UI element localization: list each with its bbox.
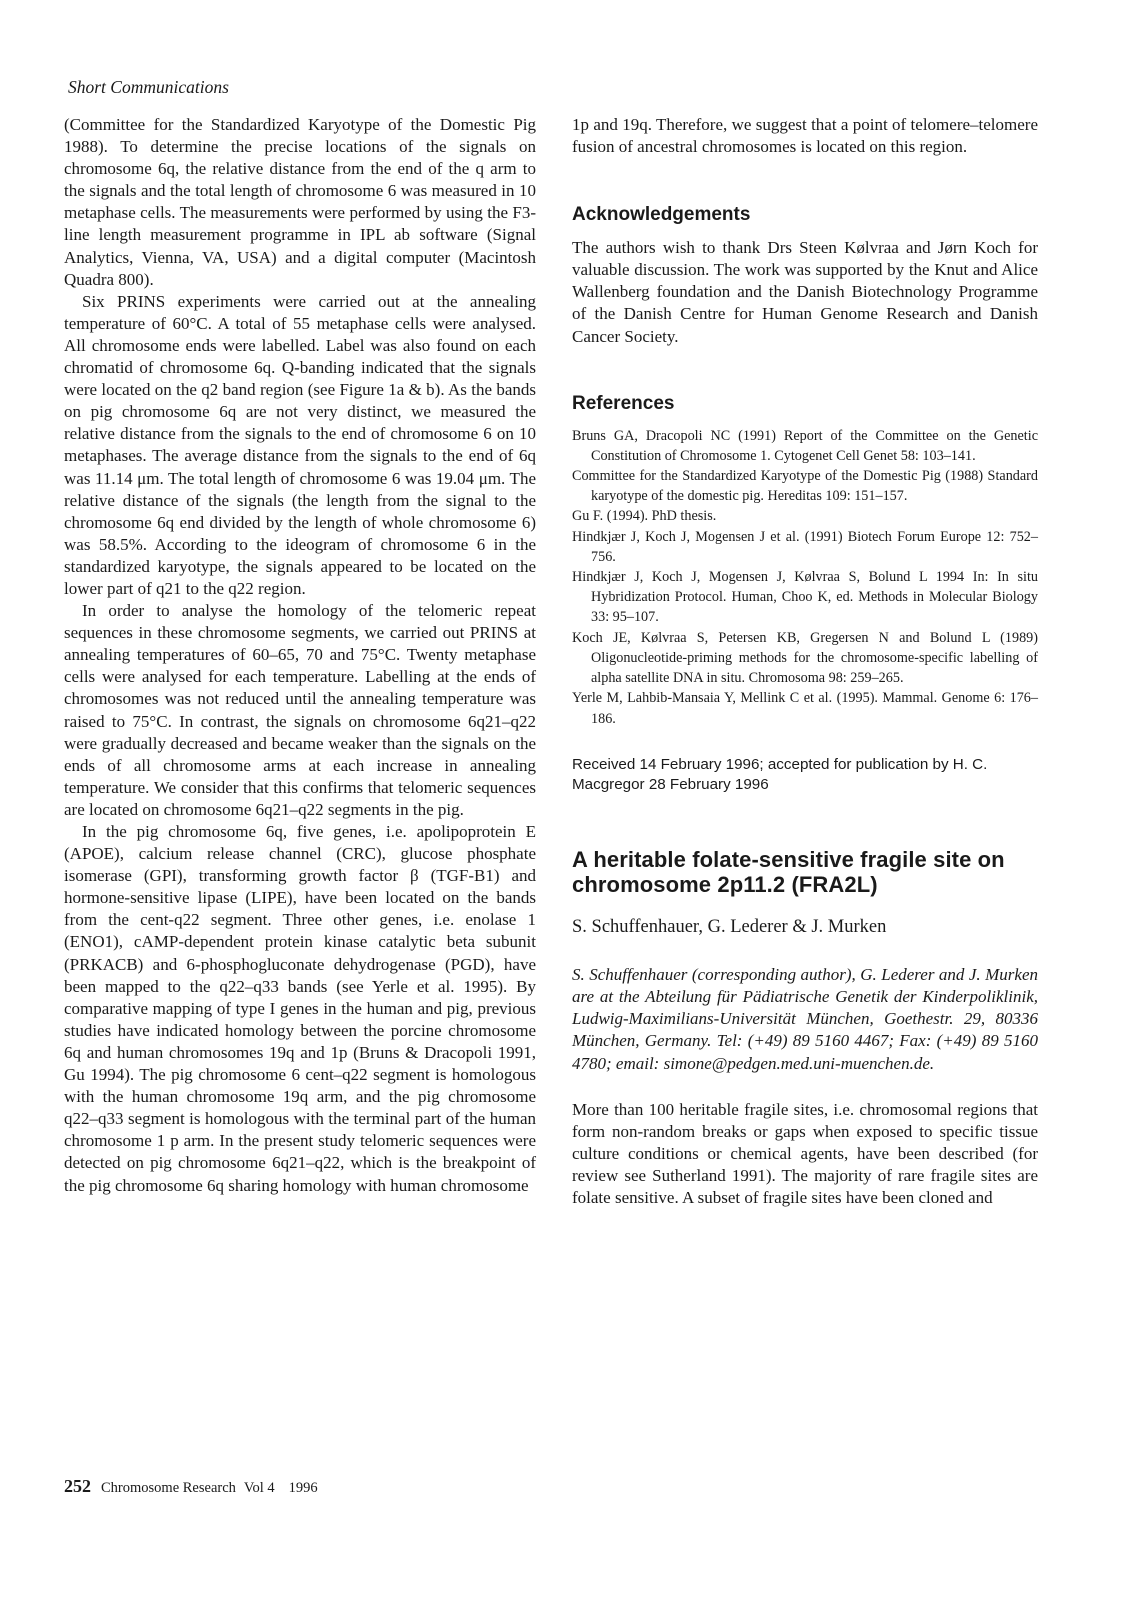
references-heading: References <box>572 392 675 414</box>
page-number: 252 <box>64 1476 91 1496</box>
body-paragraph: In the pig chromosome 6q, five genes, i.e. apolipoprotein E (APOE), calcium release channel (CRC), glucose phosphate isomerase (GPI), transforming growth factor β (TGF-B1) and hormone-sensitive lipase (LIPE), have been located on the bands from the cent-q22 segment. Three other genes, i.e. enolase 1 (ENO1), cAMP-dependent protein kinase catalytic beta subunit (PRKACB) and 6-phosphogluconate dehydrogenase (PGD), have been mapped to the q22–q33 bands (see Yerle et al. 1995). By comparative mapping of type I genes in the human and pig, previous studies have indicated homology between the porcine chromosome 6q and human chromosomes 19q and 1p (Bruns & Dracopoli 1991, Gu 1994). The pig chromosome 6 cent–q22 segment is homologous with the human chromosome 19q arm, and the pig chromosome q22–q33 segment is homologous with the terminal part of the human chromosome 1 p arm. In the present study telomeric sequences were detected on pig chromosome 6q21–q22, which is the breakpoint of the pig chromosome 6q sharing homology with human chromosome <box>64 822 536 1195</box>
reference-item: Hindkjær J, Koch J, Mogensen J et al. (1991) Biotech Forum Europe 12: 752–756. <box>572 528 1038 565</box>
acknowledgements-heading: Acknowledgements <box>572 204 751 226</box>
reference-list <box>572 426 1038 729</box>
reference-item: Gu F. (1994). PhD thesis. <box>572 508 717 525</box>
reference-item: Koch JE, Kølvraa S, Petersen KB, Gregersen N and Bolund L (1989) Oligonucleotide-priming methods for the chromosome-specific labelling of alpha satellite DNA in situ. Chromosoma 98: 259–265. <box>572 629 1038 687</box>
reference-item: Committee for the Standardized Karyotype of the Domestic Pig (1988) Standard karyotype of the domestic pig. Hereditas 109: 151–157. <box>572 468 1038 505</box>
body-paragraph: (Committee for the Standardized Karyotype of the Domestic Pig 1988). To determine the precise locations of the signals on chromosome 6q, the relative distance from the end of the q arm to the signals and the total length of chromosome 6 was measured in 10 metaphase cells. The measurements were performed by using the F3-line length measurement programme in IPL ab software (Signal Analytics, Vienna, VA, USA) and a digital computer (Macintosh Quadra 800). <box>64 115 536 289</box>
received-note: Received 14 February 1996; accepted for publication by H. C. Macgregor 28 February 1996 <box>572 755 988 793</box>
acknowledgements-text: The authors wish to thank Drs Steen Kølvraa and Jørn Koch for valuable discussion. The work was supported by the Knut and Alice Wallenberg foundation and the Danish Biotechnology Programme of the Danish Centre for Human Genome Research and Danish Cancer Society. <box>572 238 1038 346</box>
running-head: Short Communications <box>68 77 229 97</box>
article-title: A heritable folate-sensitive fragile site on chromosome 2p11.2 (FRA2L) <box>572 846 1005 897</box>
article-authors: S. Schuffenhauer, G. Lederer & J. Murken <box>572 916 887 937</box>
body-paragraph: Six PRINS experiments were carried out at the annealing temperature of 60°C. A total of 55 metaphase cells were analysed. All chromosome ends were labelled. Label was also found on each chromatid of chromosome 6q. Q-banding indicated that the signals were located on the q2 band region (see Figure 1a & b). As the bands on pig chromosome 6q are not very distinct, we measured the relative distance from the signals to the end of chromosome 6 on 10 metaphases. The average distance from the signals to the end of 6q was 11.14 μm. The total length of chromosome 6 was 19.04 μm. The relative distance of the signals (the length from the signal to the chromosome 6q end divided by the length of whole chromosome 6) was 58.5%. According to the ideogram of chromosome 6 in the standardized karyotype, the signals appeared to be located on the lower part of q21 to the q22 region. <box>64 291 536 598</box>
reference-item: Yerle M, Lahbib-Mansaia Y, Mellink C et al. (1995). Mammal. Genome 6: 176–186. <box>572 690 1038 727</box>
page-footer <box>64 1476 318 1497</box>
continuation-paragraph: 1p and 19q. Therefore, we suggest that a point of telomere–telomere fusion of ancestral chromosomes is located on this region. <box>572 115 1038 157</box>
author-affiliation: S. Schuffenhauer (corresponding author), G. Lederer and J. Murken are at the Abteilung für Pädiatrische Genetik der Kinderpoliklinik, Ludwig-Maximilians-Universität München, Goethestr. 29, 80336 München, Germany. Tel: (+49) 89 5160 4467; Fax: (+49) 89 5160 4780; email: simone@pedgen.med.uni-muenchen.de. <box>572 964 1038 1073</box>
right-column <box>572 114 1038 1209</box>
journal-year: 1996 <box>288 1480 318 1496</box>
journal-name: Chromosome Research <box>101 1480 236 1496</box>
journal-volume: Vol 4 <box>243 1480 275 1496</box>
left-column <box>64 114 536 1197</box>
body-paragraph: In order to analyse the homology of the telomeric repeat sequences in these chromosome segments, we carried out PRINS at annealing temperatures of 60–65, 70 and 75°C. Twenty metaphase cells were analysed for each temperature. Labelling at the ends of chromosomes was not reduced until the annealing temperature was raised to 75°C. In contrast, the signals on chromosome 6q21–q22 were gradually decreased and became weaker than the signals on the ends of all chromosome arms at each increase in annealing temperature. We consider that this confirms that telomeric sequences are located on chromosome 6q21–q22 segments in the pig. <box>64 601 536 819</box>
reference-item: Bruns GA, Dracopoli NC (1991) Report of the Committee on the Genetic Constitution of Chromosome 1. Cytogenet Cell Genet 58: 103–141. <box>572 427 1038 464</box>
article-intro-paragraph: More than 100 heritable fragile sites, i.e. chromosomal regions that form non-random breaks or gaps when exposed to specific tissue culture conditions or chemical agents, have been described (for review see Sutherland 1991). The majority of rare fragile sites are folate sensitive. A subset of fragile sites have been cloned and <box>572 1099 1038 1208</box>
reference-item: Hindkjær J, Koch J, Mogensen J, Kølvraa S, Bolund L 1994 In: In situ Hybridization Protocol. Human, Choo K, ed. Methods in Molecular Biology 33: 95–107. <box>572 569 1038 626</box>
